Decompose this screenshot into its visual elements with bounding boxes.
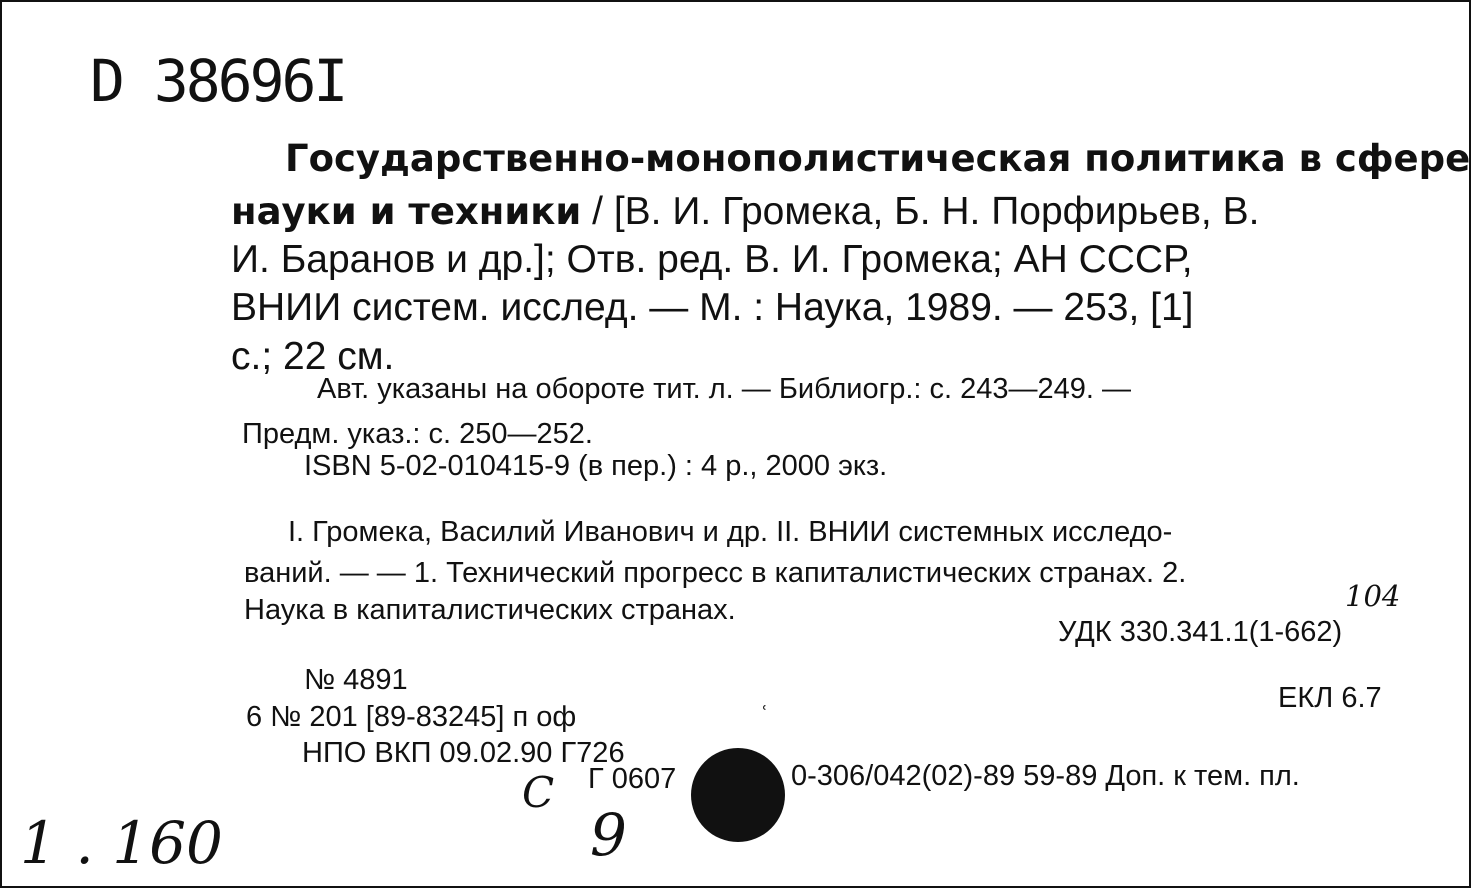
punch-hole bbox=[691, 748, 785, 842]
size-line: с.; 22 см. bbox=[231, 335, 395, 378]
code-suffix: 0-306/042(02)-89 59-89 Доп. к тем. пл. bbox=[791, 760, 1300, 792]
handwritten-inventory: 1 . 160 bbox=[20, 809, 223, 877]
ekl-line: ЕКЛ 6.7 bbox=[1278, 682, 1382, 714]
handwritten-104: 104 bbox=[1345, 579, 1401, 613]
order-number: № 4891 bbox=[304, 664, 408, 696]
isbn-line: ISBN 5-02-010415-9 (в пер.) : 4 р., 2000 экз. bbox=[304, 450, 888, 482]
tiny-mark: ʿ bbox=[762, 703, 768, 724]
print-line: 6 № 201 [89-83245] п оф bbox=[246, 701, 577, 733]
publisher-line: ВНИИ систем. исслед. — М. : Наука, 1989. — 253, [1] bbox=[231, 286, 1194, 329]
tracing-line-1: I. Громека, Василий Иванович и др. II. ВНИИ системных исследо- bbox=[288, 516, 1173, 548]
tracing-line-3: Наука в капиталистических странах. bbox=[244, 594, 736, 626]
code-prefix: Г 0607 bbox=[588, 763, 677, 795]
note-line-2: Предм. указ.: с. 250—252. bbox=[242, 418, 593, 450]
authors-line-1: / [В. И. Громека, Б. Н. Порфирьев, В. bbox=[581, 190, 1260, 233]
handwritten-9: 9 bbox=[590, 801, 627, 869]
handwritten-c: C bbox=[522, 768, 555, 817]
tracing-line-2: ваний. — — 1. Технический прогресс в капиталистических странах. 2. bbox=[244, 557, 1187, 589]
catalog-number: D 38696I bbox=[90, 47, 346, 115]
note-line-1: Авт. указаны на обороте тит. л. — Библиогр.: с. 243—249. — bbox=[317, 373, 1132, 405]
title-body-line-1 bbox=[231, 192, 1259, 231]
title-line-1: Государственно-монополистическая политика в сфере bbox=[285, 137, 1471, 180]
udc-line: УДК 330.341.1(1-662) bbox=[1058, 616, 1343, 648]
authors-line-2: И. Баранов и др.]; Отв. ред. В. И. Громека; АН СССР, bbox=[231, 238, 1193, 281]
npo-line: НПО ВКП 09.02.90 Г726 bbox=[302, 737, 625, 769]
title-line-2: науки и техники bbox=[231, 190, 582, 233]
